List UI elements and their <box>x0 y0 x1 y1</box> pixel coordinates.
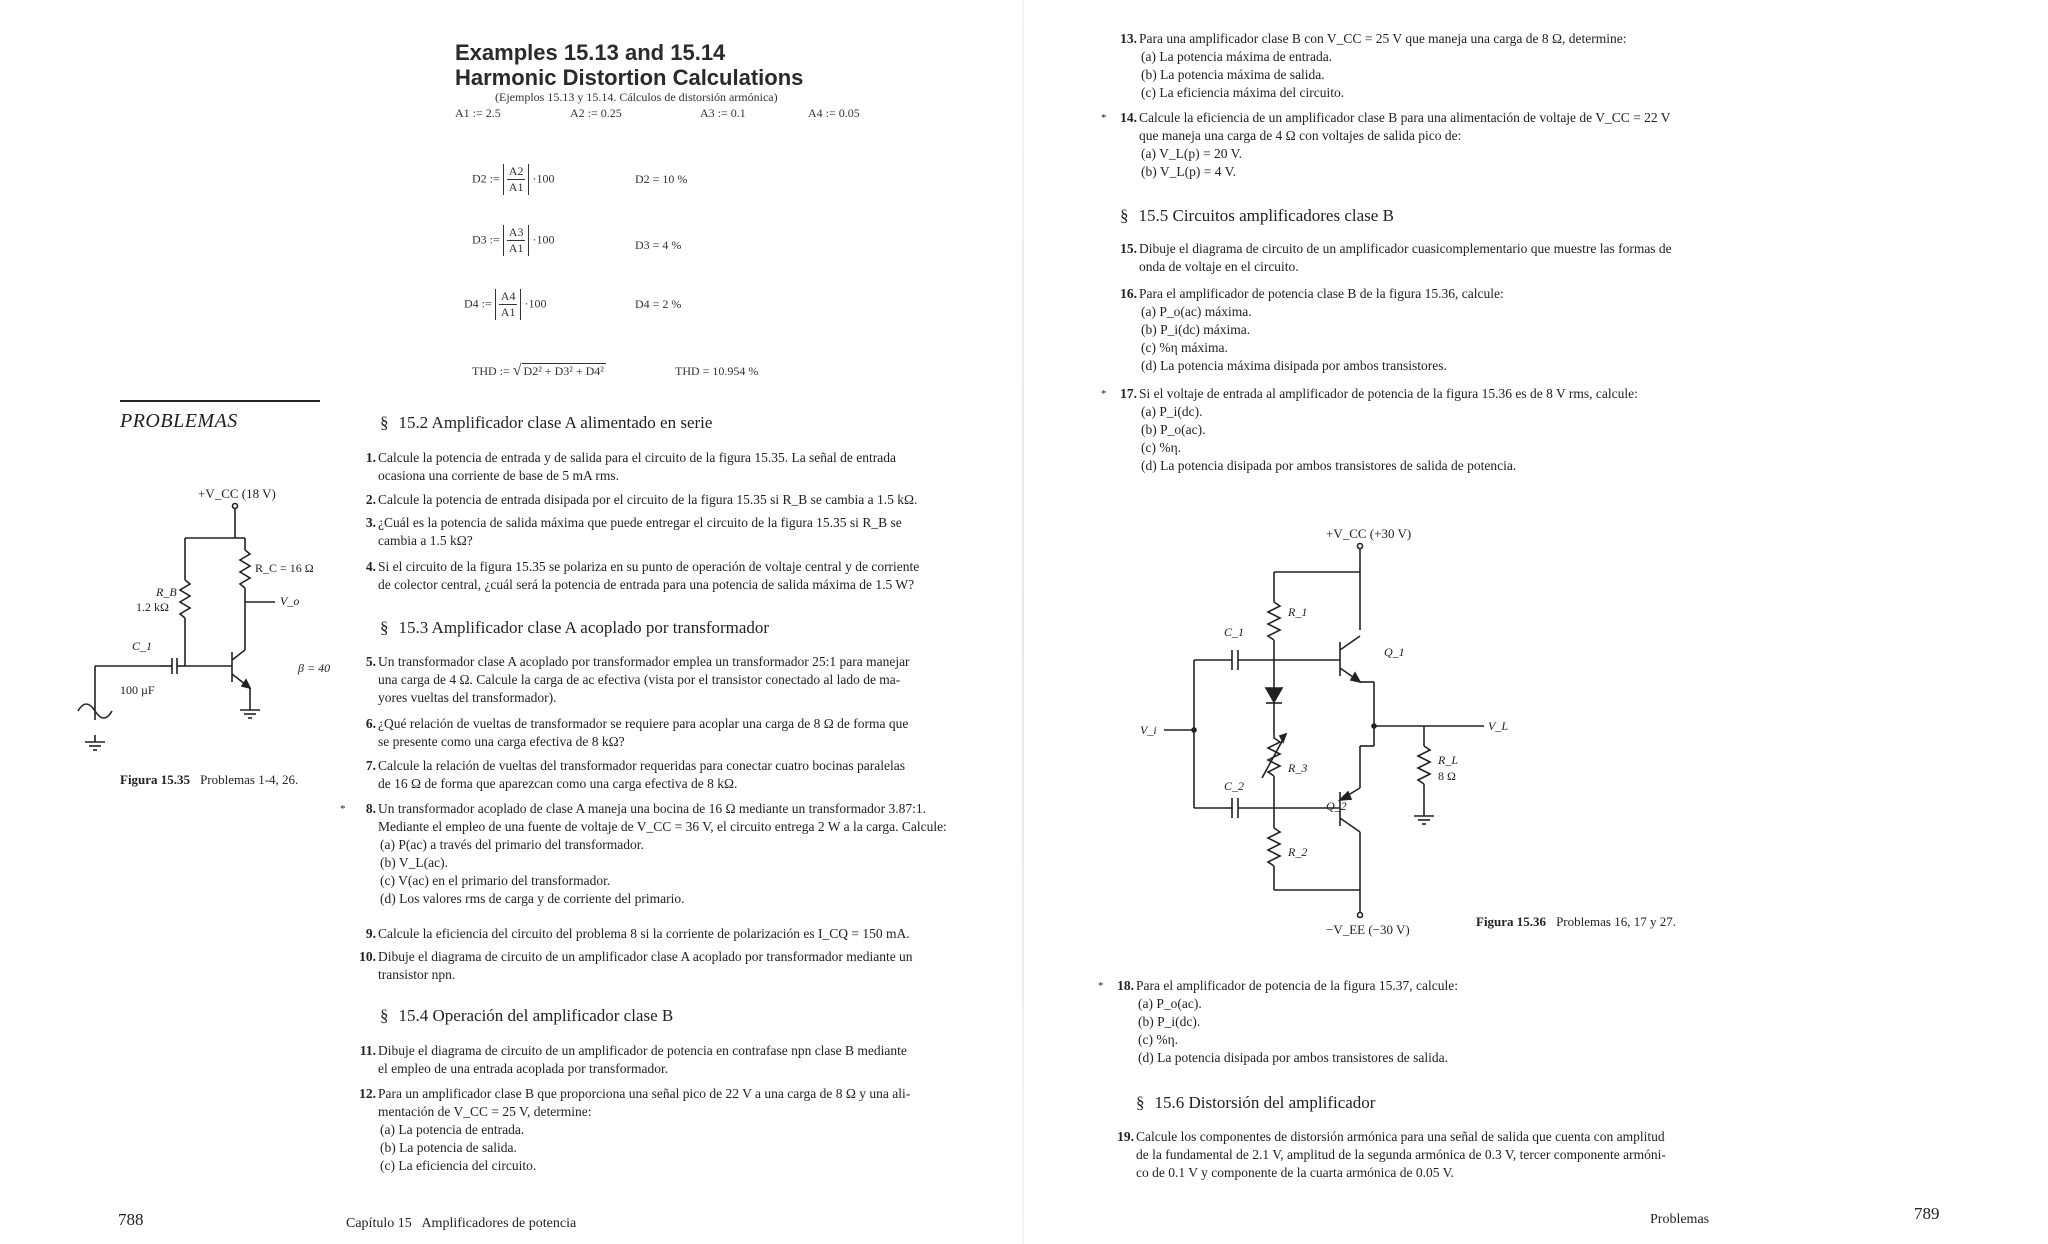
page-number-right: 789 <box>1914 1204 1940 1223</box>
equation-d3 <box>472 225 554 256</box>
label-q1: Q_1 <box>1384 645 1405 659</box>
label-vcc: +V_CC (18 V) <box>198 486 276 501</box>
section-15-3: § 15.3 Amplificador clase A acoplado por transformador <box>380 618 770 637</box>
sqrt-icon: √ <box>512 362 522 379</box>
label-c2: C_2 <box>1224 779 1245 793</box>
assign-a3: A3 := 0.1 <box>700 106 746 120</box>
label-r3: R_3 <box>1288 761 1308 775</box>
label-c1: C_1 <box>132 639 153 653</box>
assign-a4: A4 := 0.05 <box>808 106 860 120</box>
figure-15-36 <box>1104 510 1509 950</box>
eq-lhs: D3 := <box>472 232 500 247</box>
problem-2: 2. Calcule la potencia de entrada disipada por el circuito de la figura 15.35 si R_B se cambia a 1.5 kΩ. <box>365 492 918 507</box>
problemas-rule <box>120 400 320 402</box>
problem-9: 9. Calcule la eficiencia del circuito del problema 8 si la corriente de polarización es I_CQ = 150 mA. <box>365 926 910 941</box>
section-15-4: § 15.4 Operación del amplificador clase B <box>380 1006 674 1025</box>
result-d2: D2 = 10 % <box>635 172 688 186</box>
result-d3: D3 = 4 % <box>635 238 682 252</box>
mathcad-subtitle: (Ejemplos 15.13 y 15.14. Cálculos de distorsión armónica) <box>495 90 778 104</box>
label-rl-value: 8 Ω <box>1438 769 1456 783</box>
problem-15: 15. Dibuje el diagrama de circuito de un amplificador cuasicomplementario que muestre las formas de onda de voltaje en el circuito. <box>1120 241 1672 274</box>
label-beta: β = 40 <box>298 661 331 675</box>
eq-lhs: THD := <box>472 364 510 378</box>
thd-expression: D2² + D3² + D4² <box>523 364 604 378</box>
figure-15-35 <box>80 480 350 780</box>
label-rb-value: 1.2 kΩ <box>136 600 169 614</box>
section-15-5: § 15.5 Circuitos amplificadores clase B <box>1120 206 1394 225</box>
problem-6: 6. ¿Qué relación de vueltas de transformador se requiere para acoplar una carga de 8 Ω de forma que se presente como una carga efectiva de 8 kΩ? <box>365 716 909 749</box>
problem-19: 19. Calcule los componentes de distorsión armónica para una señal de salida que cuenta con amplitud de la fundamental de 2.1 V, amplitud de la segunda armónica de 0.3 V, tercer componente armóni- co de 0.1 V y componente de la cuarta armónica de 0.05 V. <box>1117 1129 1666 1180</box>
label-vcc: +V_CC (+30 V) <box>1326 526 1412 541</box>
problem-8: * 8. Un transformador acoplado de clase A maneja una bocina de 16 Ω mediante un transformador 3.87:1. Mediante el empleo de una fuente de voltaje de V_CC = 36 V, el circuito entrega 2 W a la carga. Calcule: (a) P(ac) a través del primario del transformador. (b) V_L(ac). (c) V(ac) en el primario del transformador. (d) Los valores rms de carga y de corriente del primario. <box>340 801 947 906</box>
problem-10: 10. Dibuje el diagrama de circuito de un amplificador clase A acoplado por transformador mediante un transistor npn. <box>359 949 913 982</box>
eq-lhs: D4 := <box>464 296 492 311</box>
problem-3: 3. ¿Cuál es la potencia de salida máxima que puede entregar el circuito de la figura 15.35 si R_B se cambia a 1.5 kΩ? <box>365 515 902 548</box>
figure-15-36-caption <box>1476 914 1676 930</box>
label-c1-value: 100 µF <box>120 683 155 697</box>
assign-a2: A2 := 0.25 <box>570 106 622 120</box>
problem-16: 16. Para el amplificador de potencia clase B de la figura 15.36, calcule: (a) P_o(ac) máxima. (b) P_i(dc) máxima. (c) %η máxima. (d) La potencia máxima disipada por ambos transistores. <box>1120 286 1504 373</box>
eq-tail: ·100 <box>532 232 555 247</box>
label-r1: R_1 <box>1288 605 1308 619</box>
figure-15-35-caption <box>120 772 298 788</box>
mathcad-title-line2: Harmonic Distortion Calculations <box>455 65 804 90</box>
label-vi: V_i <box>1140 723 1157 737</box>
equation-thd <box>472 362 606 380</box>
section-15-6: § 15.6 Distorsión del amplificador <box>1136 1093 1376 1112</box>
caption-label: Figura 15.36 <box>1476 914 1547 929</box>
problem-7: 7. Calcule la relación de vueltas del transformador requeridas para conectar cuatro bocinas paralelas de 16 Ω de forma que aparezcan como una carga efectiva de 8 kΩ. <box>365 758 905 791</box>
problem-11: 11. Dibuje el diagrama de circuito de un amplificador de potencia en contrafase npn clase B mediante el empleo de una entrada acoplada por transformador. <box>359 1043 907 1076</box>
problemas-heading: PROBLEMAS <box>120 410 238 432</box>
label-rb: R_B <box>156 585 177 599</box>
label-rc: R_C = 16 Ω <box>255 561 314 575</box>
caption-label: Figura 15.35 <box>120 772 191 787</box>
caption-text: Problemas 1-4, 26. <box>200 772 299 787</box>
eq-tail: ·100 <box>532 171 555 186</box>
assign-a1: A1 := 2.5 <box>455 106 501 120</box>
eq-fraction: $\frac{A2}{A1}$ <box>503 164 530 195</box>
equation-d2 <box>472 164 554 195</box>
result-thd: THD = 10.954 % <box>675 364 759 378</box>
eq-fraction: $\frac{A3}{A1}$ <box>503 225 530 256</box>
problem-12: 12. Para un amplificador clase B que proporciona una señal pico de 22 V a una carga de 8 Ω y una ali- mentación de V_CC = 25 V, determine: (a) La potencia de entrada. (b) La potencia de salida. (c) La eficiencia del circuito. <box>359 1086 911 1173</box>
problem-14: * 14. Calcule la eficiencia de un amplificador clase B para una alimentación de voltaje de V_CC = 22 V que maneja una carga de 4 Ω con voltajes de salida pico de: (a) V_L(p) = 20 V. (b) V_L(p) = 4 V. <box>1101 110 1671 179</box>
section-15-2: § 15.2 Amplificador clase A alimentado en serie <box>380 413 713 432</box>
running-head-right: Problemas <box>1650 1212 1710 1227</box>
problem-5: 5. Un transformador clase A acoplado por transformador emplea un transformador 25:1 para manejar una carga de 4 Ω. Calcule la carga de ac efectiva (vista por el transistor conectado al lado de ma- yores vueltas del transformador). <box>365 654 910 705</box>
problem-1: 1. Calcule la potencia de entrada y de salida para el circuito de la figura 15.35. La señal de entrada ocasiona una corriente de base de 5 mA rms. <box>365 450 897 483</box>
problem-17: * 17. Si el voltaje de entrada al amplificador de potencia de la figura 15.36 es de 8 V rms, calcule: (a) P_i(dc). (b) P_o(ac). (c) %η. (d) La potencia disipada por ambos transistores de salida de potencia. <box>1101 386 1638 473</box>
problem-13: 13. Para una amplificador clase B con V_CC = 25 V que maneja una carga de 8 Ω, determine: (a) La potencia máxima de entrada. (b) La potencia máxima de salida. (c) La eficiencia máxima del circuito. <box>1120 31 1627 100</box>
label-vee: −V_EE (−30 V) <box>1326 922 1410 937</box>
label-rl: R_L <box>1438 753 1459 767</box>
equation-d4 <box>464 289 546 320</box>
problem-4: 4. Si el circuito de la figura 15.35 se polariza en su punto de operación de voltaje central y de corriente de colector central, ¿cuál será la potencia de entrada para una potencia de salida máxima de 1.5 W? <box>365 559 920 592</box>
page-number-left: 788 <box>118 1210 144 1229</box>
running-head-left: Capítulo 15 Amplificadores de potencia <box>346 1216 577 1231</box>
label-q2: Q_2 <box>1326 799 1347 813</box>
label-vo: V_o <box>280 594 300 608</box>
label-vl: V_L <box>1488 719 1509 733</box>
mathcad-title-line1: Examples 15.13 and 15.14 <box>455 40 726 65</box>
eq-lhs: D2 := <box>472 171 500 186</box>
result-d4: D4 = 2 % <box>635 297 682 311</box>
label-r2: R_2 <box>1288 845 1308 859</box>
caption-text: Problemas 16, 17 y 27. <box>1556 914 1676 929</box>
eq-fraction: $\frac{A4}{A1}$ <box>495 289 522 320</box>
right-page <box>1024 0 2048 1244</box>
eq-tail: ·100 <box>524 296 547 311</box>
problem-18: * 18. Para el amplificador de potencia de la figura 15.37, calcule: (a) P_o(ac). (b) P_i(dc). (c) %η. (d) La potencia disipada por ambos transistores de salida. <box>1098 978 1458 1065</box>
label-c1: C_1 <box>1224 625 1245 639</box>
